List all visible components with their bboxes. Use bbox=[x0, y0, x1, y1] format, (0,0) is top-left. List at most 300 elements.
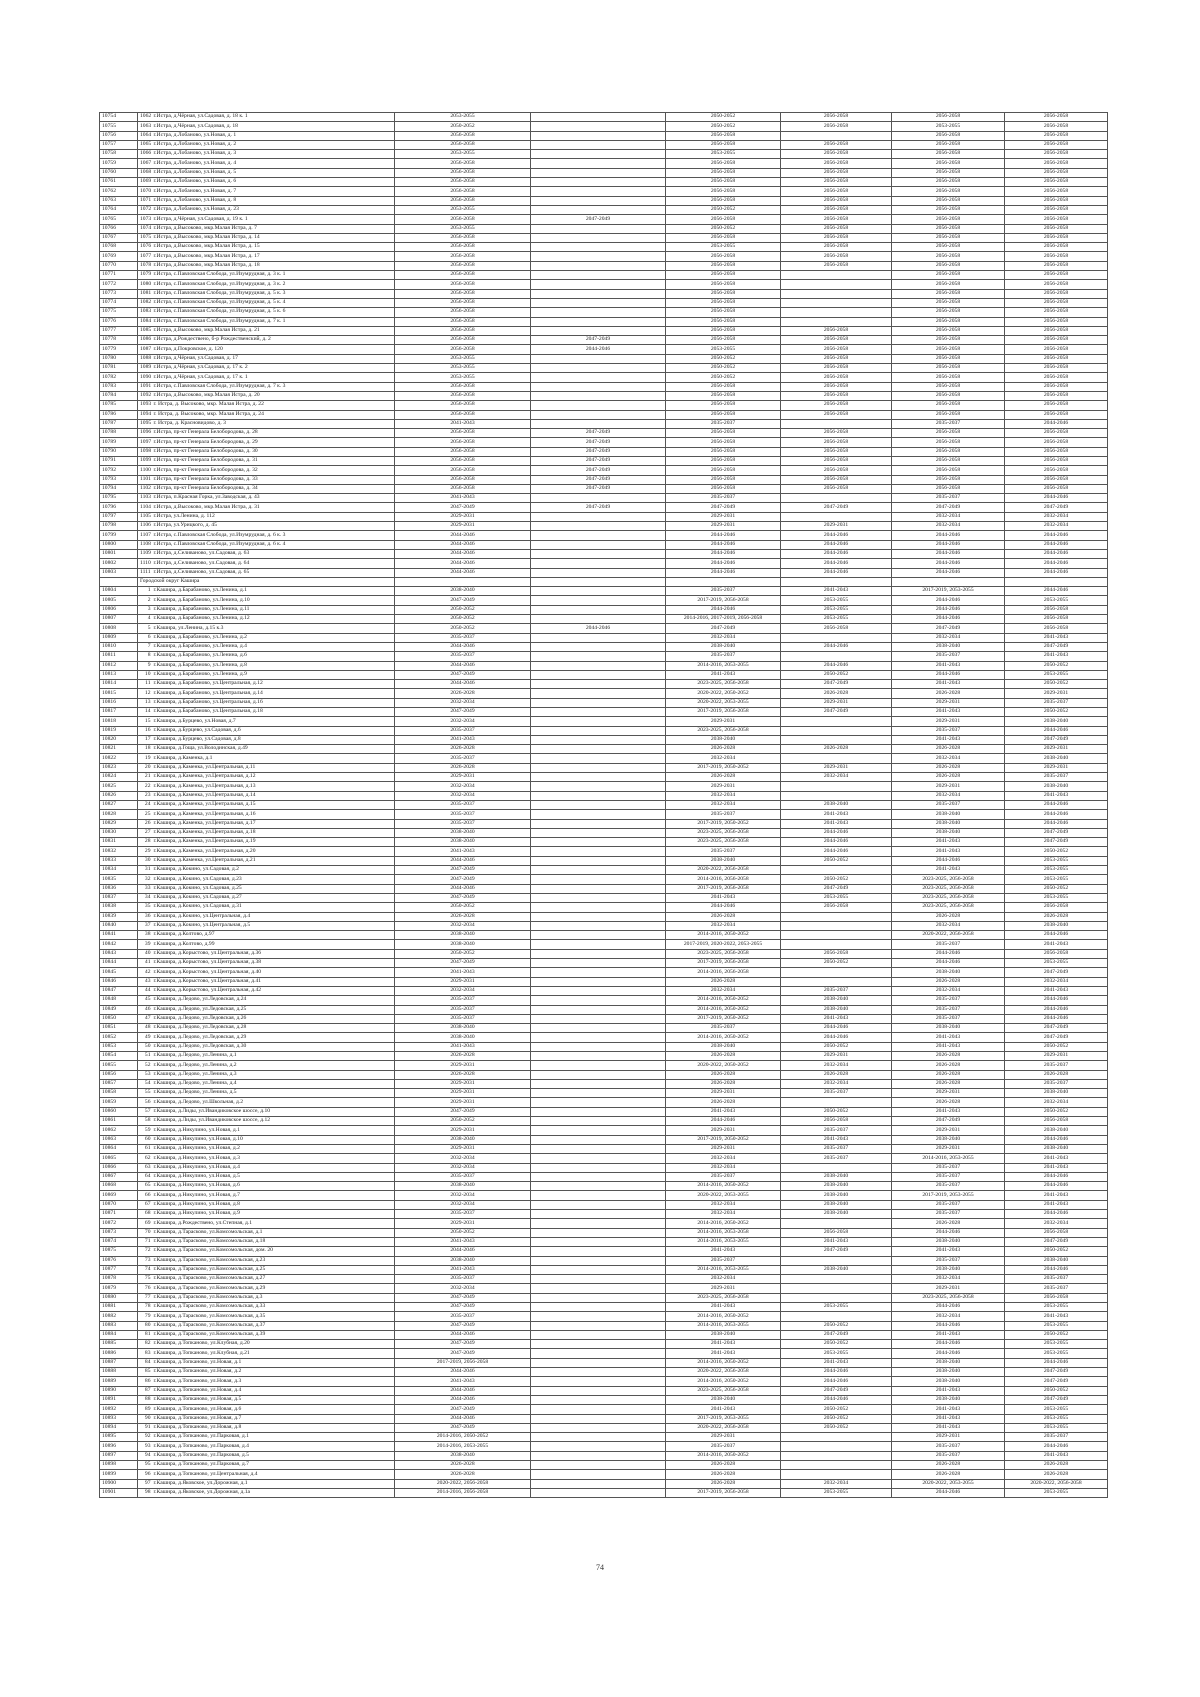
table-row bbox=[100, 1284, 1108, 1293]
row-number-cell: 1081 bbox=[138, 289, 152, 298]
year-range-cell: 2041-2043 bbox=[892, 866, 1005, 875]
address-cell: г.Кашира, д.Кокино, ул.Садовая, д.27 bbox=[152, 893, 395, 902]
year-range-cell bbox=[531, 828, 666, 837]
row-number-cell: 83 bbox=[138, 1349, 152, 1358]
year-range-cell: 2038-2040 bbox=[781, 1265, 892, 1274]
year-range-cell: 2044-2046 bbox=[1005, 494, 1108, 503]
row-id-cell: 10814 bbox=[100, 680, 138, 689]
row-id-cell: 10865 bbox=[100, 1154, 138, 1163]
year-range-cell: 2053-2055 bbox=[781, 615, 892, 624]
row-number-cell: 1070 bbox=[138, 187, 152, 196]
table-row bbox=[100, 503, 1108, 512]
year-range-cell: 2041-2043 bbox=[892, 1107, 1005, 1116]
year-range-cell bbox=[781, 131, 892, 140]
row-id-cell: 10798 bbox=[100, 522, 138, 531]
row-id-cell: 10757 bbox=[100, 140, 138, 149]
year-range-cell: 2050-2052 bbox=[666, 373, 781, 382]
year-range-cell bbox=[531, 986, 666, 995]
table-row bbox=[100, 642, 1108, 651]
year-range-cell bbox=[531, 959, 666, 968]
year-range-cell: 2038-2040 bbox=[395, 940, 531, 949]
year-range-cell: 2044-2046 bbox=[1005, 800, 1108, 809]
year-range-cell: 2029-2031 bbox=[781, 1051, 892, 1060]
year-range-cell bbox=[531, 559, 666, 568]
year-range-cell: 2023-2025, 2056-2058 bbox=[892, 893, 1005, 902]
year-range-cell: 2029-2031 bbox=[892, 1284, 1005, 1293]
year-range-cell: 2035-2037 bbox=[395, 819, 531, 828]
year-range-cell bbox=[531, 419, 666, 428]
year-range-cell: 2050-2052 bbox=[781, 1423, 892, 1432]
year-range-cell bbox=[531, 401, 666, 410]
table-row bbox=[100, 1433, 1108, 1442]
row-number-cell: 58 bbox=[138, 1117, 152, 1126]
year-range-cell: 2026-2028 bbox=[666, 977, 781, 986]
table-row bbox=[100, 1005, 1108, 1014]
year-range-cell: 2056-2058 bbox=[781, 113, 892, 122]
year-range-cell: 2017-2019, 2056-2058 bbox=[395, 1358, 531, 1367]
row-id-cell: 10807 bbox=[100, 615, 138, 624]
year-range-cell: 2056-2058 bbox=[1005, 438, 1108, 447]
row-id-cell: 10822 bbox=[100, 754, 138, 763]
address-cell: г.Истра, ул.Ленина, д. 112 bbox=[152, 512, 395, 521]
table-row bbox=[100, 484, 1108, 493]
year-range-cell: 2056-2058 bbox=[892, 215, 1005, 224]
table-row bbox=[100, 1395, 1108, 1404]
table-row bbox=[100, 466, 1108, 475]
year-range-cell: 2035-2037 bbox=[892, 1256, 1005, 1265]
year-range-cell: 2044-2046 bbox=[666, 559, 781, 568]
year-range-cell bbox=[531, 224, 666, 233]
year-range-cell: 2032-2034 bbox=[395, 1154, 531, 1163]
row-number-cell: 44 bbox=[138, 986, 152, 995]
row-id-cell: 10795 bbox=[100, 494, 138, 503]
year-range-cell: 2038-2040 bbox=[892, 828, 1005, 837]
address-cell: г.Истра, пр-кт Генерала Белобородова, д. 34 bbox=[152, 484, 395, 493]
year-range-cell: 2056-2058 bbox=[892, 187, 1005, 196]
row-id-cell: 10815 bbox=[100, 689, 138, 698]
year-range-cell: 2056-2058 bbox=[395, 261, 531, 270]
table-row bbox=[100, 1210, 1108, 1219]
year-range-cell: 2041-2043 bbox=[781, 1135, 892, 1144]
year-range-cell: 2056-2058 bbox=[781, 224, 892, 233]
year-range-cell: 2041-2043 bbox=[892, 1405, 1005, 1414]
year-range-cell: 2056-2058 bbox=[1005, 271, 1108, 280]
year-range-cell: 2035-2037 bbox=[395, 726, 531, 735]
year-range-cell: 2041-2043 bbox=[781, 587, 892, 596]
year-range-cell: 2041-2043 bbox=[1005, 791, 1108, 800]
year-range-cell: 2035-2037 bbox=[395, 800, 531, 809]
year-range-cell bbox=[531, 1033, 666, 1042]
year-range-cell: 2032-2034 bbox=[1005, 1219, 1108, 1228]
year-range-cell: 2032-2034 bbox=[1005, 977, 1108, 986]
table-row bbox=[100, 122, 1108, 131]
year-range-cell bbox=[531, 1247, 666, 1256]
row-id-cell: 10830 bbox=[100, 828, 138, 837]
table-row bbox=[100, 1163, 1108, 1172]
year-range-cell: 2032-2034 bbox=[892, 921, 1005, 930]
row-number-cell: 1078 bbox=[138, 261, 152, 270]
row-id-cell: 10885 bbox=[100, 1340, 138, 1349]
year-range-cell: 2041-2043 bbox=[666, 893, 781, 902]
table-row bbox=[100, 1117, 1108, 1126]
year-range-cell: 2020-2022, 2056-2058 bbox=[1005, 1479, 1108, 1488]
year-range-cell: 2038-2040 bbox=[1005, 1256, 1108, 1265]
address-cell: г.Кашира, д.Тарасково, ул.Комсомольская, д.1 bbox=[152, 1228, 395, 1237]
table-row bbox=[100, 689, 1108, 698]
year-range-cell: 2026-2028 bbox=[892, 977, 1005, 986]
table-row bbox=[100, 252, 1108, 261]
year-range-cell: 2029-2031 bbox=[395, 522, 531, 531]
row-id-cell: 10845 bbox=[100, 968, 138, 977]
row-id-cell: 10824 bbox=[100, 773, 138, 782]
year-range-cell: 2056-2058 bbox=[781, 475, 892, 484]
year-range-cell: 2041-2043 bbox=[666, 1349, 781, 1358]
address-cell: г.Кашира, д.Топканово, ул.Новая, д.2 bbox=[152, 1368, 395, 1377]
year-range-cell: 2029-2031 bbox=[666, 522, 781, 531]
year-range-cell bbox=[531, 410, 666, 419]
year-range-cell bbox=[781, 1451, 892, 1460]
year-range-cell bbox=[531, 113, 666, 122]
year-range-cell: 2029-2031 bbox=[395, 1061, 531, 1070]
year-range-cell: 2047-2049 bbox=[1005, 968, 1108, 977]
year-range-cell: 2056-2058 bbox=[781, 410, 892, 419]
year-range-cell: 2041-2043 bbox=[1005, 652, 1108, 661]
row-number-cell: 60 bbox=[138, 1135, 152, 1144]
year-range-cell: 2056-2058 bbox=[666, 382, 781, 391]
year-range-cell: 2056-2058 bbox=[395, 280, 531, 289]
address-cell: г.Кашира, д.Тарасково, ул.Комсомольская, д.39 bbox=[152, 1330, 395, 1339]
year-range-cell: 2026-2028 bbox=[666, 1070, 781, 1079]
year-range-cell: 2050-2052 bbox=[781, 670, 892, 679]
row-number-cell: 11 bbox=[138, 680, 152, 689]
year-range-cell: 2032-2034 bbox=[1005, 522, 1108, 531]
row-id-cell: 10857 bbox=[100, 1079, 138, 1088]
year-range-cell bbox=[781, 717, 892, 726]
year-range-cell: 2035-2037 bbox=[395, 1210, 531, 1219]
year-range-cell bbox=[531, 140, 666, 149]
row-id-cell: 10787 bbox=[100, 419, 138, 428]
row-id-cell: 10762 bbox=[100, 187, 138, 196]
year-range-cell: 2038-2040 bbox=[1005, 1089, 1108, 1098]
table-row bbox=[100, 652, 1108, 661]
year-range-cell: 2026-2028 bbox=[395, 1470, 531, 1479]
row-number-cell: 1095 bbox=[138, 419, 152, 428]
address-cell: г.Кашира, д.Барабаново, ул.Центральная, д.12 bbox=[152, 680, 395, 689]
year-range-cell: 2044-2046 bbox=[1005, 1442, 1108, 1451]
row-number-cell: 22 bbox=[138, 782, 152, 791]
year-range-cell: 2056-2058 bbox=[666, 233, 781, 242]
year-range-cell: 2056-2058 bbox=[781, 261, 892, 270]
row-id-cell: 10836 bbox=[100, 884, 138, 893]
row-number-cell: 96 bbox=[138, 1470, 152, 1479]
address-cell: г.Кашира, д.Топканово, ул.Новая, д.4 bbox=[152, 1386, 395, 1395]
row-number-cell: 20 bbox=[138, 763, 152, 772]
table-row bbox=[100, 391, 1108, 400]
row-number-cell: 82 bbox=[138, 1340, 152, 1349]
address-cell: г.Истра, с.Павловская Слобода, ул.Изумрудная, д. 5 к. 3 bbox=[152, 289, 395, 298]
year-range-cell bbox=[531, 1210, 666, 1219]
year-range-cell: 2041-2043 bbox=[892, 1330, 1005, 1339]
year-range-cell: 2035-2037 bbox=[1005, 1079, 1108, 1088]
year-range-cell: 2056-2058 bbox=[892, 326, 1005, 335]
year-range-cell: 2035-2037 bbox=[892, 996, 1005, 1005]
table-row bbox=[100, 456, 1108, 465]
address-cell: г.Кашира, д.Яковское, ул.Дорожная, д.1 bbox=[152, 1479, 395, 1488]
year-range-cell: 2050-2052 bbox=[781, 1414, 892, 1423]
year-range-cell: 2017-2019, 2056-2058 bbox=[666, 596, 781, 605]
table-row bbox=[100, 168, 1108, 177]
year-range-cell: 2047-2049 bbox=[1005, 1237, 1108, 1246]
table-row bbox=[100, 587, 1108, 596]
address-cell: г.Истра, пр-кт Генерала Белобородова, д. 31 bbox=[152, 456, 395, 465]
year-range-cell: 2056-2058 bbox=[781, 252, 892, 261]
year-range-cell: 2035-2037 bbox=[1005, 698, 1108, 707]
year-range-cell: 2056-2058 bbox=[781, 178, 892, 187]
year-range-cell: 2053-2055 bbox=[1005, 1423, 1108, 1432]
row-id-cell: 10825 bbox=[100, 782, 138, 791]
year-range-cell: 2044-2046 bbox=[892, 540, 1005, 549]
row-id-cell: 10886 bbox=[100, 1349, 138, 1358]
year-range-cell bbox=[781, 754, 892, 763]
row-id-cell: 10796 bbox=[100, 503, 138, 512]
row-number-cell: 48 bbox=[138, 1024, 152, 1033]
row-number-cell: 12 bbox=[138, 689, 152, 698]
row-number-cell: 57 bbox=[138, 1107, 152, 1116]
address-cell: г.Кашира, д.Бурцево, ул.Садовая, д.6 bbox=[152, 726, 395, 735]
year-range-cell: 2047-2049 bbox=[1005, 503, 1108, 512]
year-range-cell: 2047-2049 bbox=[395, 1321, 531, 1330]
year-range-cell bbox=[531, 1089, 666, 1098]
row-number-cell: 85 bbox=[138, 1368, 152, 1377]
year-range-cell: 2041-2043 bbox=[892, 661, 1005, 670]
row-number-cell: 29 bbox=[138, 847, 152, 856]
year-range-cell: 2044-2046 bbox=[781, 1033, 892, 1042]
year-range-cell bbox=[531, 1014, 666, 1023]
year-range-cell bbox=[531, 298, 666, 307]
year-range-cell: 2038-2040 bbox=[781, 1182, 892, 1191]
year-range-cell: 2032-2034 bbox=[666, 633, 781, 642]
year-range-cell: 2056-2058 bbox=[892, 243, 1005, 252]
address-cell: г.Кашира, д.Каменка, ул.Центральная, д.14 bbox=[152, 791, 395, 800]
table-row bbox=[100, 113, 1108, 122]
address-cell: г. Истра, д. Высоково, мкр. Малая Истра, д. 22 bbox=[152, 401, 395, 410]
year-range-cell: 2047-2049 bbox=[531, 456, 666, 465]
year-range-cell: 2056-2058 bbox=[395, 391, 531, 400]
year-range-cell: 2032-2034 bbox=[892, 633, 1005, 642]
year-range-cell: 2032-2034 bbox=[395, 1200, 531, 1209]
year-range-cell: 2056-2058 bbox=[1005, 150, 1108, 159]
address-cell: г.Кашира, д.Барабаново, ул.Ленина, д.12 bbox=[152, 615, 395, 624]
year-range-cell bbox=[781, 866, 892, 875]
row-number-cell: 51 bbox=[138, 1051, 152, 1060]
year-range-cell bbox=[531, 680, 666, 689]
year-range-cell: 2056-2058 bbox=[781, 401, 892, 410]
row-id-cell: 10864 bbox=[100, 1144, 138, 1153]
address-cell: г.Кашира, д.Топканово, ул.Клубная, д.20 bbox=[152, 1340, 395, 1349]
year-range-cell bbox=[531, 243, 666, 252]
row-number-cell: 84 bbox=[138, 1358, 152, 1367]
year-range-cell: 2044-2046 bbox=[781, 549, 892, 558]
row-number-cell: 25 bbox=[138, 810, 152, 819]
section-heading-row bbox=[100, 577, 1108, 586]
year-range-cell bbox=[531, 633, 666, 642]
year-range-cell: 2038-2040 bbox=[666, 856, 781, 865]
year-range-cell: 2035-2037 bbox=[781, 1144, 892, 1153]
year-range-cell bbox=[781, 931, 892, 940]
year-range-cell: 2026-2028 bbox=[666, 1098, 781, 1107]
year-range-cell: 2041-2043 bbox=[781, 1014, 892, 1023]
year-range-cell: 2020-2022, 2056-2058 bbox=[666, 1423, 781, 1432]
year-range-cell: 2056-2058 bbox=[666, 178, 781, 187]
year-range-cell: 2026-2028 bbox=[781, 745, 892, 754]
year-range-cell bbox=[531, 568, 666, 577]
year-range-cell bbox=[781, 912, 892, 921]
year-range-cell: 2047-2049 bbox=[781, 708, 892, 717]
row-number-cell: 69 bbox=[138, 1219, 152, 1228]
address-cell: г.Истра, д.Высоково, мкр.Малая Истра, д. 15 bbox=[152, 243, 395, 252]
year-range-cell: 2032-2034 bbox=[666, 1210, 781, 1219]
table-row bbox=[100, 1061, 1108, 1070]
table-row bbox=[100, 596, 1108, 605]
address-cell: г.Истра, с.Павловская Слобода, ул.Изумрудная, д. 7 к. 3 bbox=[152, 382, 395, 391]
year-range-cell: 2035-2037 bbox=[395, 1312, 531, 1321]
year-range-cell: 2044-2046 bbox=[1005, 1005, 1108, 1014]
year-range-cell: 2029-2031 bbox=[666, 782, 781, 791]
year-range-cell: 2032-2034 bbox=[781, 1079, 892, 1088]
year-range-cell: 2017-2019, 2056-2058 bbox=[666, 708, 781, 717]
year-range-cell: 2044-2046 bbox=[892, 1488, 1005, 1497]
row-id-cell: 10831 bbox=[100, 838, 138, 847]
address-cell: г.Кашира, д.Никулино, ул.Новая, д.4 bbox=[152, 1163, 395, 1172]
row-number-cell: 1090 bbox=[138, 373, 152, 382]
year-range-cell: 2029-2031 bbox=[1005, 689, 1108, 698]
row-id-cell: 10850 bbox=[100, 1014, 138, 1023]
year-range-cell: 2038-2040 bbox=[892, 1358, 1005, 1367]
year-range-cell: 2047-2049 bbox=[531, 475, 666, 484]
table-row bbox=[100, 791, 1108, 800]
year-range-cell: 2035-2037 bbox=[781, 986, 892, 995]
year-range-cell: 2056-2058 bbox=[666, 317, 781, 326]
year-range-cell: 2056-2058 bbox=[395, 345, 531, 354]
year-range-cell: 2029-2031 bbox=[892, 698, 1005, 707]
year-range-cell bbox=[531, 131, 666, 140]
table-row bbox=[100, 568, 1108, 577]
table-row bbox=[100, 708, 1108, 717]
address-cell: г.Истра, д.Рождествено, б-р Рождественский, д. 2 bbox=[152, 336, 395, 345]
year-range-cell: 2038-2040 bbox=[395, 1135, 531, 1144]
year-range-cell: 2041-2043 bbox=[892, 735, 1005, 744]
year-range-cell: 2035-2037 bbox=[666, 587, 781, 596]
row-number-cell: 66 bbox=[138, 1191, 152, 1200]
address-cell: г.Кашира, д.Ледово, ул.Ленина, д.2 bbox=[152, 1061, 395, 1070]
row-id-cell: 10810 bbox=[100, 642, 138, 651]
address-cell: г.Кашира, д.Никулино, ул.Новая, д.2 bbox=[152, 1144, 395, 1153]
row-id-cell: 10881 bbox=[100, 1303, 138, 1312]
address-cell: г.Истра, с.Павловская Слобода, ул.Изумрудная, д. 3 к. 2 bbox=[152, 280, 395, 289]
year-range-cell: 2035-2037 bbox=[892, 494, 1005, 503]
address-cell: г.Истра, д.Селиваново, ул.Садовая, д. 63 bbox=[152, 549, 395, 558]
year-range-cell: 2029-2031 bbox=[892, 1433, 1005, 1442]
year-range-cell: 2044-2046 bbox=[395, 531, 531, 540]
address-cell: г.Кашира, д.Корыстово, ул.Центральная, д.41 bbox=[152, 977, 395, 986]
year-range-cell bbox=[531, 884, 666, 893]
year-range-cell bbox=[531, 968, 666, 977]
row-number-cell: 1 bbox=[138, 587, 152, 596]
year-range-cell bbox=[395, 577, 531, 586]
address-cell: г.Кашира, д.Бурцево, ул.Садовая, д.8 bbox=[152, 735, 395, 744]
row-id-cell: 10858 bbox=[100, 1089, 138, 1098]
year-range-cell: 2044-2046 bbox=[892, 605, 1005, 614]
address-cell: г.Кашира, д.Топканово, ул.Центральная, д.4 bbox=[152, 1470, 395, 1479]
row-number-cell: 1099 bbox=[138, 456, 152, 465]
year-range-cell bbox=[781, 782, 892, 791]
year-range-cell: 2056-2058 bbox=[892, 410, 1005, 419]
row-id-cell: 10800 bbox=[100, 540, 138, 549]
row-number-cell: 91 bbox=[138, 1423, 152, 1432]
year-range-cell: 2050-2052 bbox=[666, 354, 781, 363]
year-range-cell: 2056-2058 bbox=[1005, 605, 1108, 614]
year-range-cell: 2044-2046 bbox=[892, 568, 1005, 577]
year-range-cell: 2044-2046 bbox=[892, 549, 1005, 558]
year-range-cell bbox=[531, 745, 666, 754]
year-range-cell: 2056-2058 bbox=[781, 168, 892, 177]
table-row bbox=[100, 317, 1108, 326]
year-range-cell: 2056-2058 bbox=[666, 456, 781, 465]
row-number-cell: 50 bbox=[138, 1042, 152, 1051]
year-range-cell: 2029-2031 bbox=[1005, 745, 1108, 754]
row-id-cell: 10900 bbox=[100, 1479, 138, 1488]
year-range-cell bbox=[531, 1070, 666, 1079]
table-row bbox=[100, 670, 1108, 679]
row-number-cell: 1098 bbox=[138, 447, 152, 456]
year-range-cell: 2041-2043 bbox=[666, 1340, 781, 1349]
year-range-cell: 2038-2040 bbox=[892, 1368, 1005, 1377]
year-range-cell: 2014-2016, 2050-2052 bbox=[666, 1005, 781, 1014]
year-range-cell: 2044-2046 bbox=[395, 661, 531, 670]
year-range-cell: 2044-2046 bbox=[1005, 1265, 1108, 1274]
row-id-cell: 10853 bbox=[100, 1042, 138, 1051]
year-range-cell: 2014-2016, 2050-2052 bbox=[666, 1219, 781, 1228]
year-range-cell: 2056-2058 bbox=[781, 624, 892, 633]
row-id-cell: 10792 bbox=[100, 466, 138, 475]
address-cell: г.Кашира, д.Топканово, ул.Новая, д.6 bbox=[152, 1405, 395, 1414]
year-range-cell: 2035-2037 bbox=[892, 1182, 1005, 1191]
table-row bbox=[100, 1079, 1108, 1088]
year-range-cell bbox=[531, 763, 666, 772]
year-range-cell: 2029-2031 bbox=[666, 1089, 781, 1098]
row-number-cell: 97 bbox=[138, 1479, 152, 1488]
year-range-cell: 2044-2046 bbox=[395, 680, 531, 689]
year-range-cell: 2035-2037 bbox=[395, 633, 531, 642]
year-range-cell: 2056-2058 bbox=[395, 326, 531, 335]
row-id-cell: 10896 bbox=[100, 1442, 138, 1451]
year-range-cell: 2023-2025, 2056-2058 bbox=[666, 949, 781, 958]
row-id-cell: 10788 bbox=[100, 429, 138, 438]
address-cell: г.Истра, д.Чёрная, ул.Садовая, д. 17 bbox=[152, 354, 395, 363]
year-range-cell: 2041-2043 bbox=[666, 1405, 781, 1414]
year-range-cell: 2050-2052 bbox=[1005, 1107, 1108, 1116]
year-range-cell: 2035-2037 bbox=[892, 1442, 1005, 1451]
year-range-cell: 2056-2058 bbox=[1005, 364, 1108, 373]
year-range-cell: 2044-2046 bbox=[1005, 810, 1108, 819]
table-row bbox=[100, 1414, 1108, 1423]
row-number-cell: 1079 bbox=[138, 271, 152, 280]
row-id-cell: 10866 bbox=[100, 1163, 138, 1172]
year-range-cell: 2056-2058 bbox=[781, 159, 892, 168]
year-range-cell: 2038-2040 bbox=[1005, 754, 1108, 763]
year-range-cell bbox=[531, 261, 666, 270]
year-range-cell bbox=[531, 819, 666, 828]
